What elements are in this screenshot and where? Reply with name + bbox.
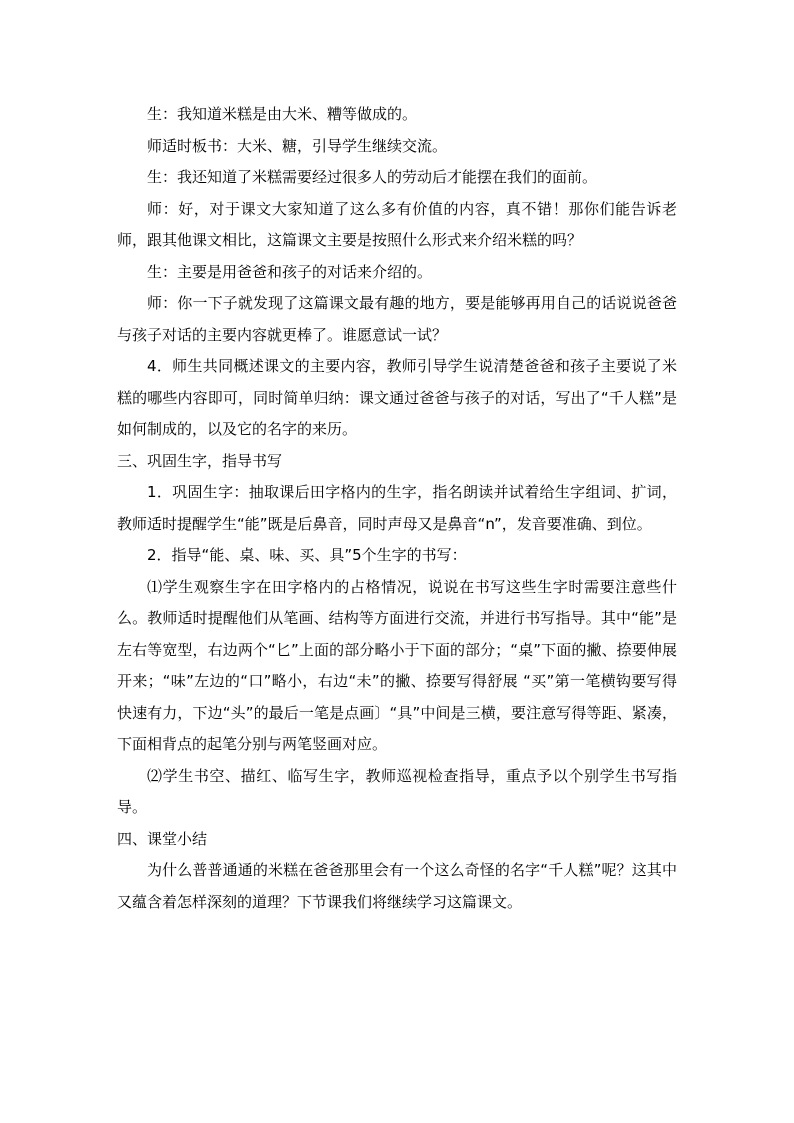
paragraph-step-4: 4．师生共同概述课文的主要内容，教师引导学生说清楚爸爸和孩子主要说了米糕的哪些内容即可，同时简单归纳：课文通过爸爸与孩子的对话，写出了“千人糕”是如何制成的，以及它的名字的来历。 xyxy=(117,357,677,438)
paragraph-writing-guidance: 2．指导“能、桌、味、买、具”5个生字的书写： xyxy=(147,546,467,564)
paragraph-practice-writing: ⑵学生书空、描红、临写生字，教师巡视检查指导，重点予以个别学生书写指导。 xyxy=(117,766,677,816)
paragraph-teacher-question-1: 师：好，对于课文大家知道了这么多有价值的内容，真不错！那你们能告诉老师，跟其他课文相比，这篇课文主要是按照什么形式来介绍米糕的吗？ xyxy=(117,199,677,249)
paragraph-student-answer-2: 生：我还知道了米糕需要经过很多人的劳动后才能摆在我们的面前。 xyxy=(147,168,598,186)
paragraph-student-answer-3: 生：主要是用爸爸和孩子的对话来介绍的。 xyxy=(147,262,433,281)
section-heading-4: 四、课堂小结 xyxy=(117,829,208,848)
document-body xyxy=(117,99,677,918)
paragraph-observe-characters: ⑴学生观察生字在田字格内的占格情况，说说在书写这些生字时需要注意些什么。教师适时提醒他们从笔画、结构等方面进行交流，并进行书写指导。其中“能”是左右等宽型，右边两个“匕”上面的部分略小于下面的部分；“桌”下面的撇、捺要伸展开来；“味”左边的“口”略小，右边“未”的撇、捺要写得舒展 “买”第一笔横钩要写得快速有力，下边“头”的最后一笔是点画〕“具”中间是三横，要注意写得等距、紧凑，下面相背点的起笔分别与两笔竖画对应。 xyxy=(117,577,677,753)
section-heading-3: 三、巩固生字，指导书写 xyxy=(117,451,283,470)
paragraph-teacher-board-note: 师适时板书：大米、糖，引导学生继续交流。 xyxy=(147,136,448,155)
paragraph-student-answer-1: 生：我知道米糕是由大米、糟等做成的。 xyxy=(147,105,418,123)
paragraph-teacher-question-2: 师：你一下子就发现了这篇课文最有趣的地方，要是能够再用自己的话说说爸爸与孩子对话的主要内容就更棒了。谁愿意试一试？ xyxy=(117,294,677,344)
paragraph-summary: 为什么普普通通的米糕在爸爸那里会有一个这么奇怪的名字“千人糕”呢？这其中又蕴含着怎样深刻的道理？下节课我们将继续学习这篇课文。 xyxy=(117,861,677,911)
paragraph-consolidate-characters: 1．巩固生字：抽取课后田字格内的生字，指名朗读并试着给生字组词、扩词，教师适时提醒学生“能”既是后鼻音，同时声母又是鼻音“n”，发音要准确、到位。 xyxy=(117,483,677,533)
